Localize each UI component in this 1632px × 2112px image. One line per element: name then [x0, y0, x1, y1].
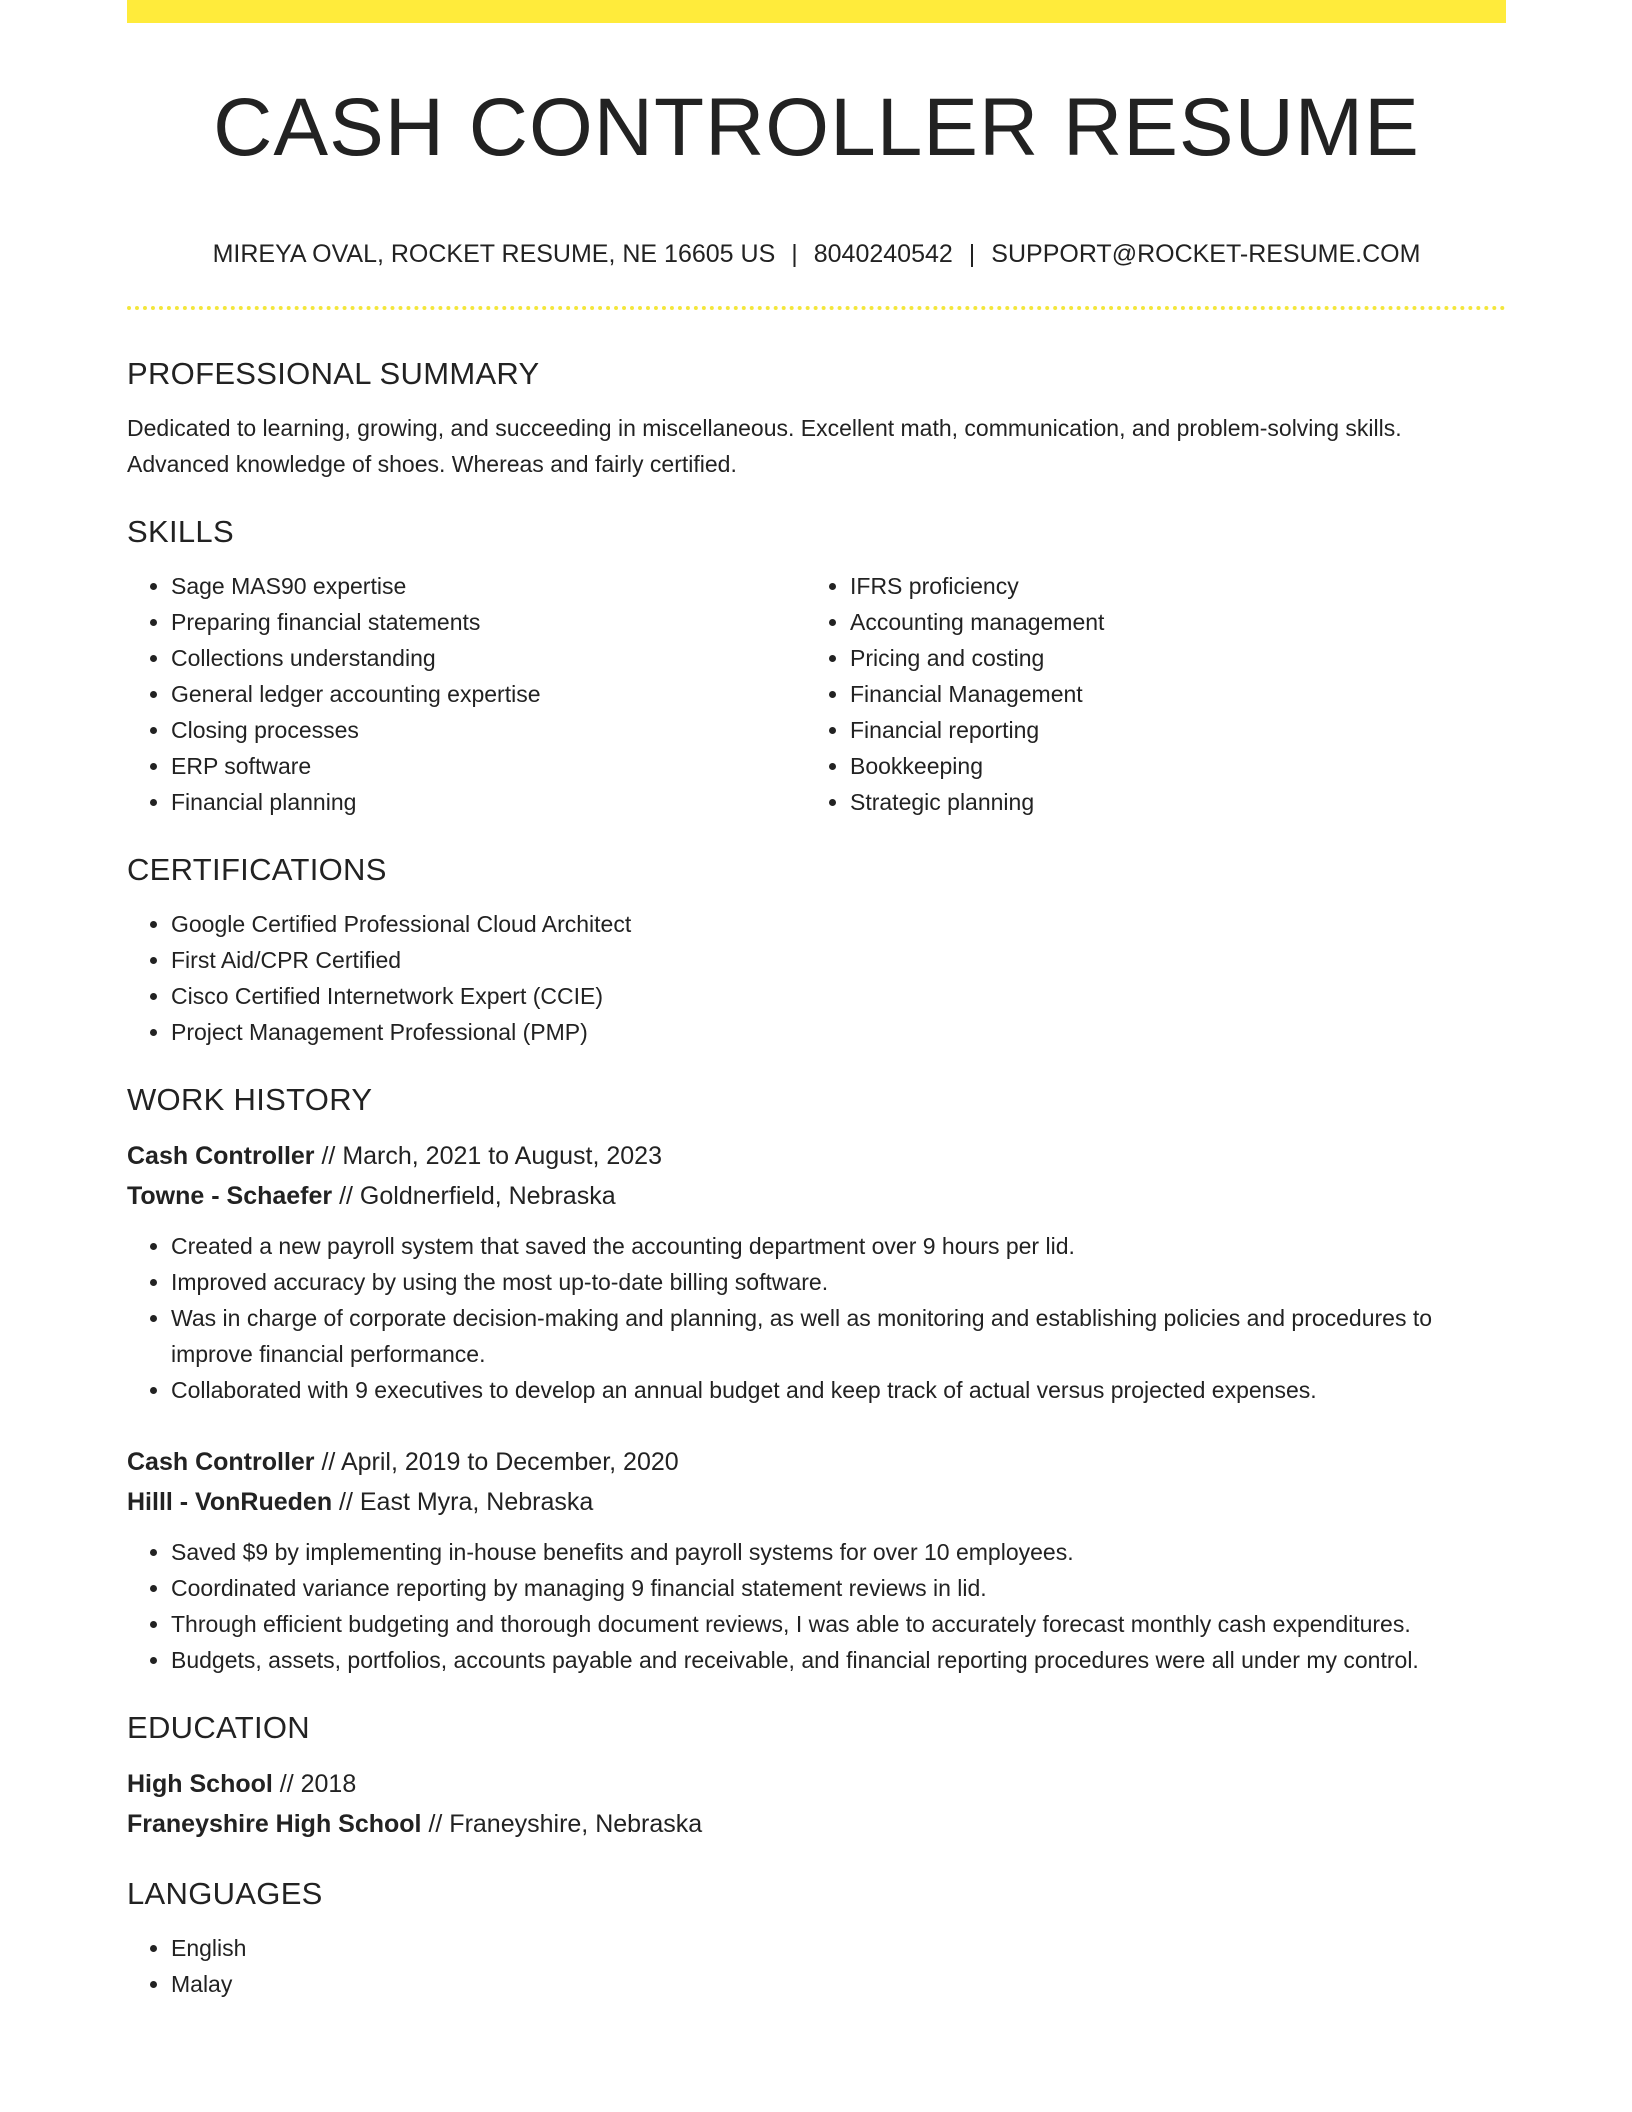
job-company-line	[127, 1482, 1506, 1522]
job-title-line	[127, 1442, 1506, 1482]
education-location: // Franeyshire, Nebraska	[428, 1810, 703, 1838]
top-accent-bar	[127, 0, 1506, 23]
education-year: // 2018	[279, 1770, 357, 1798]
language-item: • English	[171, 1930, 1506, 1966]
languages-section	[127, 1872, 1506, 2002]
skill-item: • Pricing and costing	[850, 640, 1485, 676]
education-heading: EDUCATION	[127, 1710, 310, 1745]
summary-section	[127, 352, 1506, 482]
skill-item: • Bookkeeping	[850, 748, 1485, 784]
job-company: Towne - Schaefer	[127, 1182, 333, 1210]
certification-item: • Cisco Certified Internetwork Expert (CCIE)	[171, 978, 1506, 1014]
skill-item: • ERP software	[171, 748, 806, 784]
languages-list	[127, 1930, 1506, 2002]
skills-right-column	[806, 568, 1485, 820]
job-location: // East Myra, Nebraska	[339, 1488, 594, 1516]
languages-heading: LANGUAGES	[127, 1876, 323, 1911]
job-title: Cash Controller	[127, 1448, 315, 1476]
skill-item: • Financial planning	[171, 784, 806, 820]
education-degree: High School	[127, 1770, 273, 1798]
skill-item: • General ledger accounting expertise	[171, 676, 806, 712]
job-title-line	[127, 1136, 1506, 1176]
contact-address: MIREYA OVAL, ROCKET RESUME, NE 16605 US	[212, 240, 776, 268]
job-bullet: • Was in charge of corporate decision-making and planning, as well as monitoring and establishing policies and procedures to improve financial performance.	[171, 1300, 1506, 1372]
job-bullets	[127, 1228, 1506, 1408]
skills-section	[127, 510, 1506, 820]
job-dates: // April, 2019 to December, 2020	[321, 1448, 679, 1476]
certifications-heading: CERTIFICATIONS	[127, 852, 387, 887]
education-section	[127, 1706, 1506, 1844]
skills-grid	[127, 568, 1506, 820]
job-title: Cash Controller	[127, 1142, 315, 1170]
education-entry	[127, 1764, 1506, 1844]
job-entry	[127, 1136, 1506, 1408]
skill-item: • Sage MAS90 expertise	[171, 568, 806, 604]
contact-separator: |	[968, 240, 976, 268]
skill-item: • Financial reporting	[850, 712, 1485, 748]
summary-heading: PROFESSIONAL SUMMARY	[127, 356, 540, 391]
skills-heading: SKILLS	[127, 514, 234, 549]
job-entry	[127, 1442, 1506, 1678]
skill-item: • Strategic planning	[850, 784, 1485, 820]
certification-item: • First Aid/CPR Certified	[171, 942, 1506, 978]
job-company: Hilll - VonRueden	[127, 1488, 333, 1516]
contact-email: SUPPORT@ROCKET-RESUME.COM	[991, 240, 1421, 268]
skill-item: • Accounting management	[850, 604, 1485, 640]
skill-item: • IFRS proficiency	[850, 568, 1485, 604]
skills-left-column	[127, 568, 806, 820]
job-bullet: • Created a new payroll system that saved the accounting department over 9 hours per lid.	[171, 1228, 1506, 1264]
job-location: // Goldnerfield, Nebraska	[339, 1182, 616, 1210]
certification-item: • Project Management Professional (PMP)	[171, 1014, 1506, 1050]
skill-item: • Preparing financial statements	[171, 604, 806, 640]
skill-item: • Financial Management	[850, 676, 1485, 712]
skill-item: • Collections understanding	[171, 640, 806, 676]
certification-item: • Google Certified Professional Cloud Architect	[171, 906, 1506, 942]
job-company-line	[127, 1176, 1506, 1216]
resume-content	[127, 352, 1506, 2002]
language-item: • Malay	[171, 1966, 1506, 2002]
certifications-list	[127, 906, 1506, 1050]
job-bullet: • Through efficient budgeting and thorough document reviews, I was able to accurately forecast monthly cash expenditures.	[171, 1606, 1506, 1642]
contact-line	[127, 236, 1506, 272]
certifications-section	[127, 848, 1506, 1050]
skills-left-list	[127, 568, 806, 820]
job-bullet: • Improved accuracy by using the most up-to-date billing software.	[171, 1264, 1506, 1300]
job-dates: // March, 2021 to August, 2023	[321, 1142, 662, 1170]
contact-separator: |	[791, 240, 798, 268]
job-bullet: • Saved $9 by implementing in-house benefits and payroll systems for over 10 employees.	[171, 1534, 1506, 1570]
job-bullet: • Budgets, assets, portfolios, accounts payable and receivable, and financial reporting procedures were all under my control.	[171, 1642, 1506, 1678]
resume-title: CASH CONTROLLER RESUME	[213, 82, 1420, 173]
education-degree-line	[127, 1764, 1506, 1804]
work-history-heading: WORK HISTORY	[127, 1082, 373, 1117]
summary-text: Dedicated to learning, growing, and succeeding in miscellaneous. Excellent math, communication, and problem-solving skills. Advanced knowledge of shoes. Whereas and fairly certified.	[127, 415, 1402, 477]
job-bullet: • Collaborated with 9 executives to develop an annual budget and keep track of actual versus projected expenses.	[171, 1372, 1506, 1408]
contact-phone: 8040240542	[813, 240, 953, 268]
education-school-line	[127, 1804, 1506, 1844]
work-history-section	[127, 1078, 1506, 1678]
skill-item: • Closing processes	[171, 712, 806, 748]
job-bullet: • Coordinated variance reporting by managing 9 financial statement reviews in lid.	[171, 1570, 1506, 1606]
job-bullets	[127, 1534, 1506, 1678]
dotted-divider	[127, 306, 1506, 310]
skills-right-list	[806, 568, 1485, 820]
education-school: Franeyshire High School	[127, 1810, 422, 1838]
